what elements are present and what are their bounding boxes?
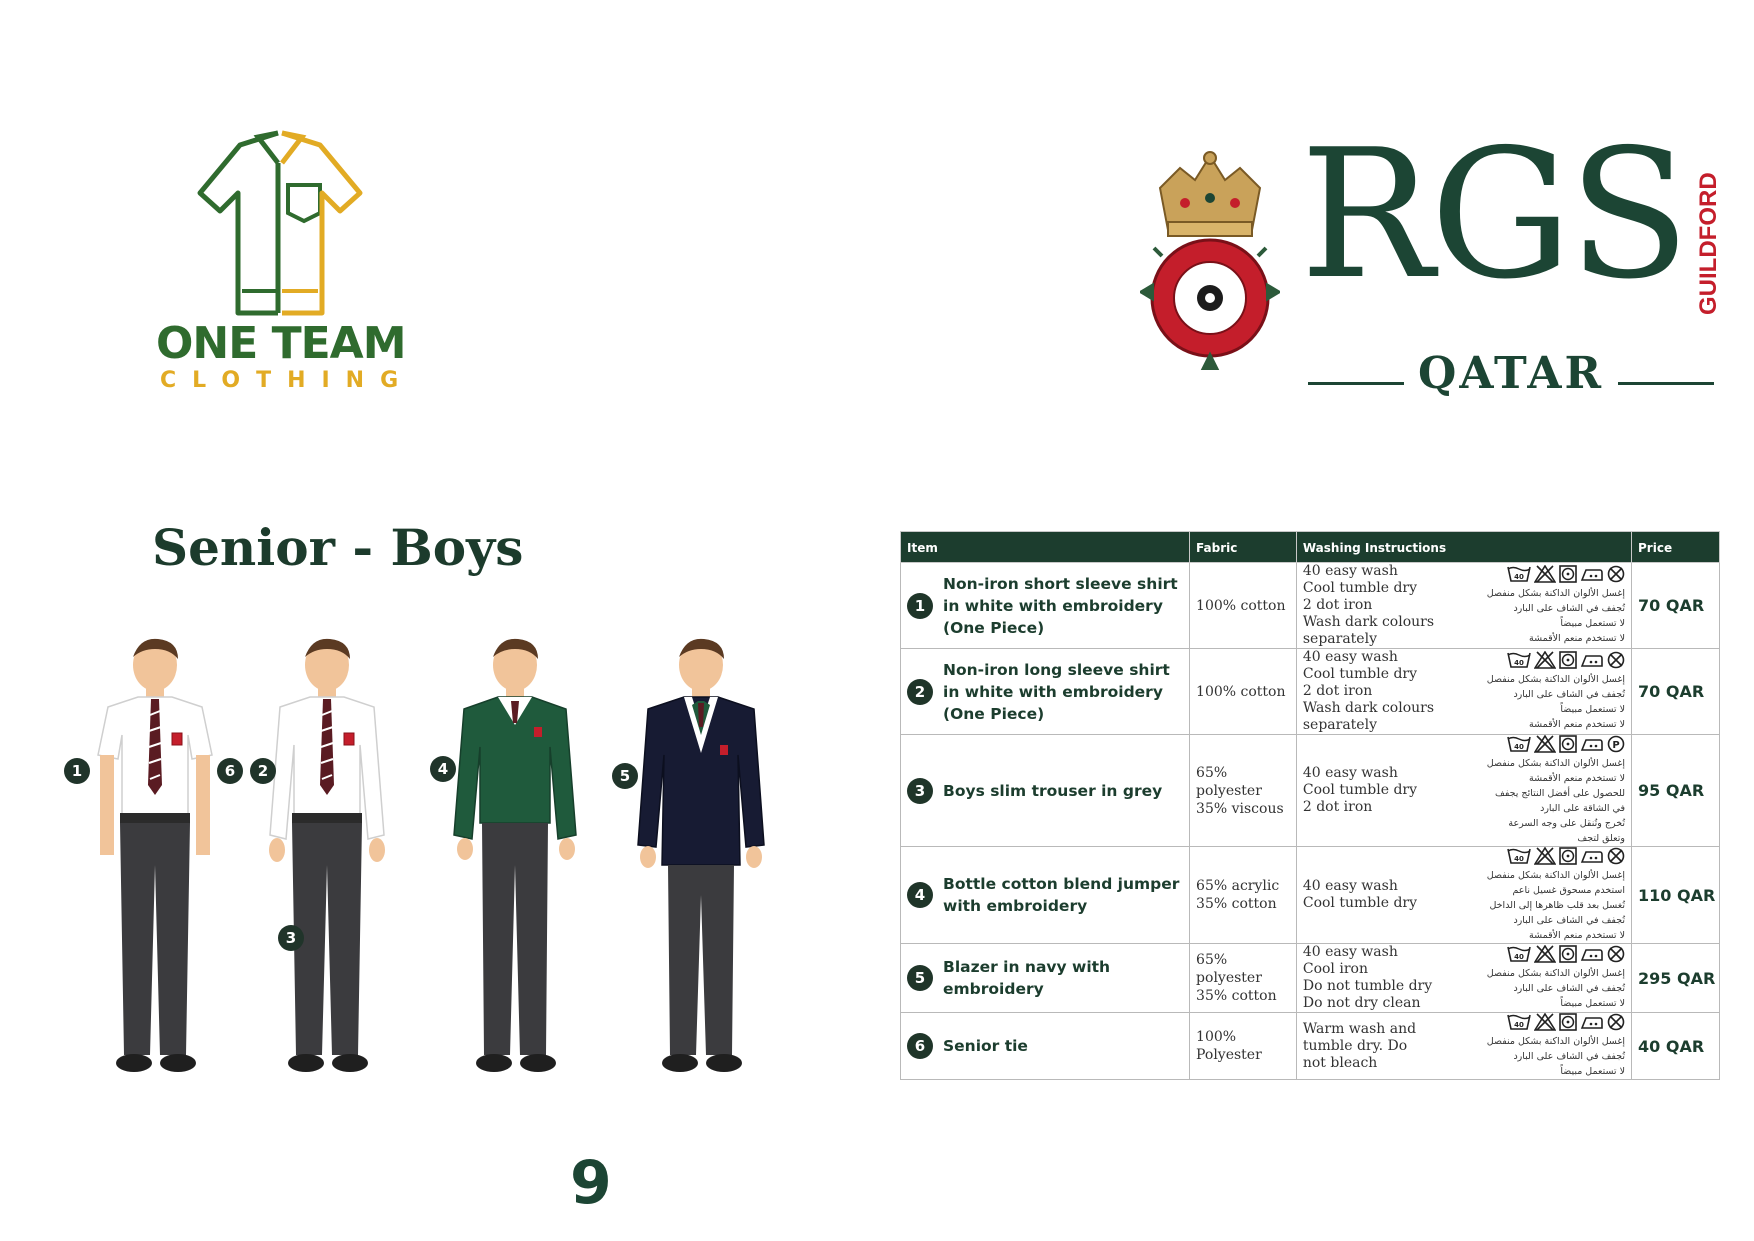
svg-text:40: 40 <box>1514 743 1524 751</box>
care-icons <box>1507 1013 1625 1031</box>
washing-instructions-en: 40 easy wash Cool tumble dry 2 dot iron Wash dark colours separately <box>1302 563 1435 647</box>
school-location: QATAR <box>1418 348 1605 399</box>
one-team-logo <box>150 118 415 398</box>
column-header-price: Price <box>1632 532 1720 563</box>
crown-rose-icon <box>1140 148 1280 388</box>
item-cell <box>901 944 1190 1013</box>
wash-40-icon <box>1507 565 1531 583</box>
uniform-price-table <box>900 531 1720 1080</box>
fabric-cell <box>1190 1013 1297 1080</box>
care-icons <box>1507 847 1625 865</box>
fabric-text: 100% cotton <box>1196 597 1286 614</box>
figure-marker: 4 <box>430 756 456 782</box>
fabric-text: 100% cotton <box>1196 683 1286 700</box>
table-row <box>901 847 1720 944</box>
wash-40-icon <box>1507 847 1531 865</box>
fabric-text: 100% Polyester <box>1196 1029 1262 1063</box>
item-cell <box>901 735 1190 847</box>
item-number-badge: 2 <box>907 679 933 705</box>
price-cell <box>1632 735 1720 847</box>
divider-right <box>1618 382 1714 385</box>
washing-instructions-ar: إغسل الألوان الداكنة بشكل منفصل تُجفف في الشاف على البارد لا تستعمل مبيضاً <box>1486 1036 1625 1077</box>
no-bleach-icon <box>1534 1013 1556 1031</box>
item-number-badge: 3 <box>907 778 933 804</box>
wash-40-icon <box>1507 651 1531 669</box>
care-icons <box>1507 651 1625 669</box>
brand-name-line2: CLOTHING <box>160 368 415 393</box>
item-name: Bottle cotton blend jumper with embroidery <box>943 875 1180 915</box>
no-bleach-icon <box>1534 651 1556 669</box>
washing-instructions-en: 40 easy wash Cool tumble dry 2 dot iron <box>1302 765 1418 815</box>
price-cell <box>1632 847 1720 944</box>
table-row <box>901 649 1720 735</box>
no-dry-clean-icon <box>1607 945 1625 963</box>
svg-text:P: P <box>1612 740 1620 751</box>
dry-clean-p-icon <box>1607 735 1625 753</box>
iron-icon <box>1580 565 1604 583</box>
svg-text:40: 40 <box>1514 573 1524 581</box>
table-row <box>901 1013 1720 1080</box>
price: 70 QAR <box>1638 682 1705 701</box>
price-cell <box>1632 649 1720 735</box>
washing-instructions-ar: إغسل الألوان الداكنة بشكل منفصل استخدم مسحوق غسيل ناعم تُغسل بعد قلب ظاهرها إلى الداخل تُجفف في الشاف على البارد لا تستخدم منعم الأقمشة <box>1486 870 1625 941</box>
section-title: Senior - Boys <box>152 518 524 577</box>
item-name: Non-iron long sleeve shirt in white with embroidery (One Piece) <box>943 660 1170 723</box>
washing-cell <box>1296 649 1631 735</box>
column-header-washing: Washing Instructions <box>1296 532 1631 563</box>
washing-cell <box>1296 847 1631 944</box>
fabric-cell <box>1190 847 1297 944</box>
item-number-badge: 1 <box>907 593 933 619</box>
price: 295 QAR <box>1638 968 1716 988</box>
item-name: Non-iron short sleeve shirt in white with embroidery (One Piece) <box>943 574 1178 637</box>
washing-instructions-ar: إغسل الألوان الداكنة بشكل منفصل تُجفف في الشاف على البارد لا تستعمل مبيضاً لا تستخدم منعم الأقمشة <box>1486 588 1625 644</box>
tumble-dry-icon <box>1559 651 1577 669</box>
table-row <box>901 735 1720 847</box>
price-cell <box>1632 563 1720 649</box>
item-cell <box>901 563 1190 649</box>
table-row <box>901 563 1720 649</box>
no-dry-clean-icon <box>1607 651 1625 669</box>
price: 95 QAR <box>1638 781 1705 800</box>
tumble-dry-icon <box>1559 565 1577 583</box>
svg-text:40: 40 <box>1514 659 1524 667</box>
wash-40-icon <box>1507 735 1531 753</box>
fabric-text: 65% polyester 35% viscous <box>1196 764 1284 817</box>
tumble-dry-icon <box>1559 735 1577 753</box>
washing-instructions-en: Warm wash and tumble dry. Do not bleach <box>1302 1020 1417 1071</box>
item-number-badge: 6 <box>907 1033 933 1059</box>
wash-40-icon <box>1507 1013 1531 1031</box>
no-dry-clean-icon <box>1607 847 1625 865</box>
figure-blazer <box>626 635 776 1085</box>
column-header-item: Item <box>901 532 1190 563</box>
fabric-cell <box>1190 735 1297 847</box>
fabric-cell <box>1190 944 1297 1013</box>
fabric-cell <box>1190 563 1297 649</box>
svg-text:40: 40 <box>1514 1021 1524 1029</box>
rgs-logo <box>1140 111 1722 399</box>
washing-cell <box>1296 563 1631 649</box>
item-cell <box>901 1013 1190 1080</box>
figure-marker: 5 <box>612 763 638 789</box>
price: 40 QAR <box>1638 1036 1705 1056</box>
price: 110 QAR <box>1638 885 1716 905</box>
wash-40-icon <box>1507 945 1531 963</box>
item-cell <box>901 649 1190 735</box>
washing-instructions-ar: إغسل الألوان الداكنة بشكل منفصل تُجفف في الشاف على البارد لا تستعمل مبيضاً لا تستخدم منعم الأقمشة <box>1486 674 1625 730</box>
page-number: 9 <box>570 1148 612 1218</box>
table-header-row <box>901 532 1720 563</box>
price-cell <box>1632 944 1720 1013</box>
school-subtitle: GUILDFORD <box>1695 172 1722 315</box>
iron-icon <box>1580 651 1604 669</box>
item-name: Blazer in navy with embroidery <box>943 958 1111 998</box>
no-dry-clean-icon <box>1607 565 1625 583</box>
care-icons <box>1507 945 1625 963</box>
care-icons <box>1507 565 1625 583</box>
item-name: Senior tie <box>943 1037 1028 1055</box>
figure-marker: 3 <box>278 925 304 951</box>
no-bleach-icon <box>1534 565 1556 583</box>
price-cell <box>1632 1013 1720 1080</box>
shirt-icon <box>180 123 380 323</box>
item-number-badge: 5 <box>907 965 933 991</box>
fabric-cell <box>1190 649 1297 735</box>
svg-text:40: 40 <box>1514 855 1524 863</box>
figure-short-sleeve <box>80 635 230 1085</box>
washing-instructions-en: 40 easy wash Cool iron Do not tumble dry Do not dry clean <box>1302 944 1433 1011</box>
uniform-figures <box>56 635 796 1085</box>
figure-marker: 2 <box>250 758 276 784</box>
school-name: RGS <box>1300 111 1687 318</box>
washing-instructions-en: 40 easy wash Cool tumble dry 2 dot iron Wash dark colours separately <box>1302 649 1435 733</box>
item-number-badge: 4 <box>907 882 933 908</box>
item-name: Boys slim trouser in grey <box>943 781 1163 800</box>
no-bleach-icon <box>1534 945 1556 963</box>
fabric-text: 65% polyester 35% cotton <box>1196 952 1277 1004</box>
no-bleach-icon <box>1534 847 1556 865</box>
divider-left <box>1308 382 1404 385</box>
brand-name-line1: ONE TEAM <box>156 318 406 369</box>
price: 70 QAR <box>1638 596 1705 615</box>
figure-jumper <box>440 635 590 1085</box>
item-cell <box>901 847 1190 944</box>
no-dry-clean-icon <box>1607 1013 1625 1031</box>
no-bleach-icon <box>1534 735 1556 753</box>
table-row <box>901 944 1720 1013</box>
iron-icon <box>1580 1013 1604 1031</box>
figure-long-sleeve <box>252 635 402 1085</box>
iron-icon <box>1580 735 1604 753</box>
tumble-dry-icon <box>1559 945 1577 963</box>
care-icons <box>1507 735 1625 753</box>
washing-instructions-ar: إغسل الألوان الداكنة بشكل منفصل لا تستخدم منعم الأقمشة للحصول على أفضل النتائج يجفف في الشاقة على البارد تُخرج وتُنقل على وجه السرعة وتعلق لتجف <box>1486 758 1625 844</box>
svg-text:40: 40 <box>1514 953 1524 961</box>
washing-instructions-en: 40 easy wash Cool tumble dry <box>1302 878 1418 911</box>
washing-cell <box>1296 735 1631 847</box>
iron-icon <box>1580 945 1604 963</box>
washing-instructions-ar: إغسل الألوان الداكنة بشكل منفصل تُجفف في الشاف على البارد لا تستعمل مبيضاً <box>1486 968 1625 1009</box>
figure-marker: 6 <box>217 758 243 784</box>
iron-icon <box>1580 847 1604 865</box>
fabric-text: 65% acrylic 35% cotton <box>1196 878 1280 912</box>
washing-cell <box>1296 944 1631 1013</box>
tumble-dry-icon <box>1559 847 1577 865</box>
washing-cell <box>1296 1013 1631 1080</box>
figure-marker: 1 <box>64 758 90 784</box>
tumble-dry-icon <box>1559 1013 1577 1031</box>
column-header-fabric: Fabric <box>1190 532 1297 563</box>
